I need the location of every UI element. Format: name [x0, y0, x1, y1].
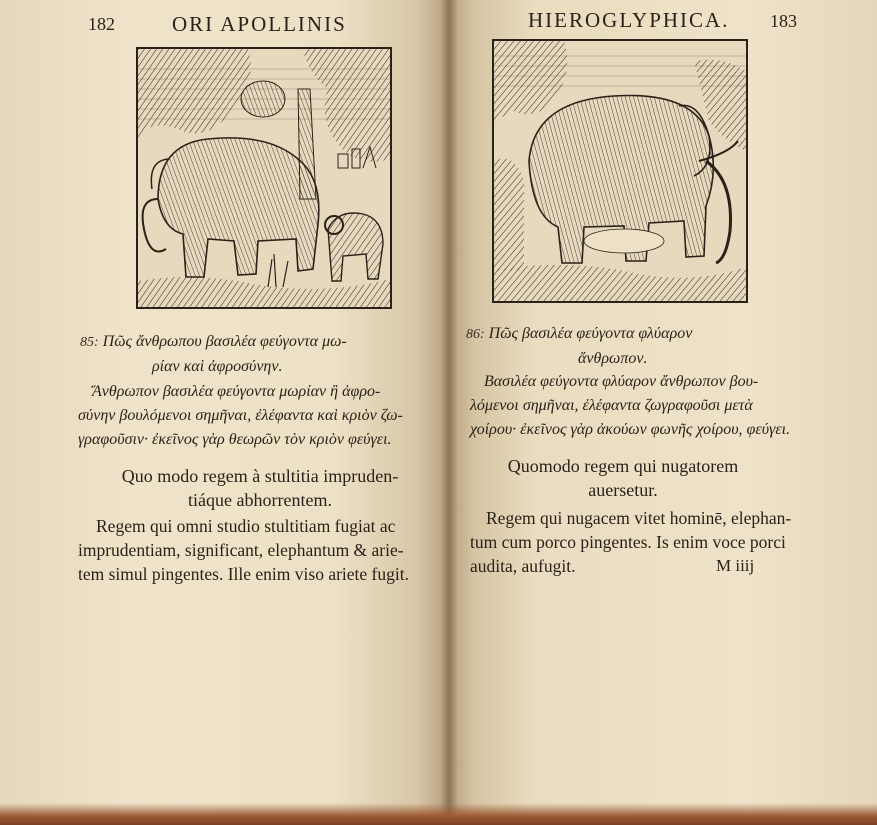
left-latin-body: Regem qui omni studio stultitiam fugiat ac imprudentiam, significant, elephantum & arie- tem simul pingentes. Ille enim viso ariete fugit. — [78, 516, 409, 584]
right-item-number: 86: — [466, 327, 485, 342]
right-woodcut-elephant-pig — [492, 39, 748, 303]
left-item-number: 85: — [80, 335, 99, 350]
left-running-header: ORI APOLLINIS — [172, 12, 347, 36]
right-greek-body: Βασιλέα φεύγοντα φλύαρον ἄνθρωπον βου- λόμενοι σημῆναι, ἐλέφαντα ζωγραφοῦσι μετὰ χοίρου· ἐκεῖνος γὰρ ἀκούων φωνῆς χοίρου, φεύγει. — [470, 373, 791, 438]
left-greek-heading: 85: Πῶς ἄνθρωπου βασιλέα φεύγοντα μω- ρίαν καὶ ἀφροσύνην. — [80, 333, 347, 375]
book-cover-edge — [0, 803, 877, 825]
right-greek-heading: 86: Πῶς βασιλέα φεύγοντα φλύαρον ἄνθρωπον. — [466, 325, 693, 367]
right-latin-body: Regem qui nugacem vitet hominē, elephan- tum cum porco pingentes. Is enim voce porci audita, aufugit. — [470, 508, 792, 576]
right-running-header: HIEROGLYPHICA. — [528, 8, 730, 32]
right-signature-mark: M iiij — [716, 556, 755, 575]
right-page-number: 183 — [770, 11, 797, 31]
left-woodcut-elephant-ram — [136, 47, 392, 309]
left-greek-body: Ἄνθρωπον βασιλέα φεύγοντα μωρίαν ἢ ἀφρο- σύνην βουλόμενοι σημῆναι, ἐλέφαντα καὶ κριὸν ζω- γραφοῦσιν· ἐκεῖνος γὰρ θεωρῶν τὸν κριὸν φεύγει. — [78, 383, 403, 448]
book-gutter — [440, 0, 458, 825]
left-page-number: 182 — [88, 14, 115, 34]
right-latin-title: Quomodo regem qui nugatorem auersetur. — [507, 456, 739, 500]
left-latin-title: Quo modo regem à stultitia impruden- tiáque abhorrentem. — [121, 466, 399, 510]
elephant-pig-illustration — [494, 41, 746, 301]
elephant-ram-illustration — [138, 49, 390, 307]
right-page — [448, 0, 877, 825]
